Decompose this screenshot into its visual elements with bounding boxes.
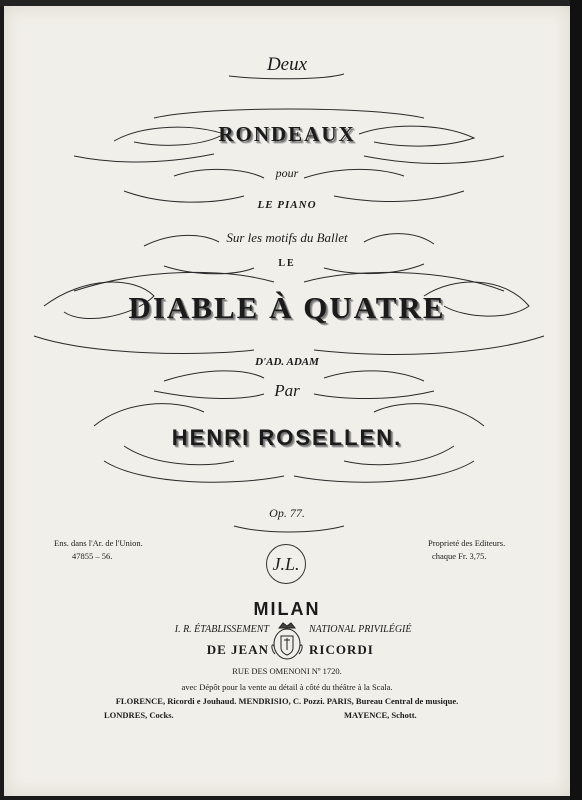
- publisher-address: RUE DES OMENONI Nº 1720.: [232, 666, 342, 676]
- plate-number: 47855 – 56.: [72, 551, 113, 561]
- title-deux: Deux: [266, 54, 308, 75]
- scan-border-right: [570, 0, 582, 800]
- agents-line-1: FLORENCE, Ricordi e Jouhaud. MENDRISIO, C. Pozzi. PARIS, Bureau Central de musique.: [115, 696, 459, 706]
- title-le: LE: [278, 258, 296, 269]
- title-page: [4, 6, 570, 796]
- establishment-left: I. R. ÉTABLISSEMENT: [174, 624, 269, 635]
- coat-of-arms-emblem: [269, 620, 305, 662]
- monogram-stamp: J.L.: [266, 544, 306, 584]
- agents-london: LONDRES, Cocks.: [104, 710, 174, 720]
- agents-mayence: MAYENCE, Schott.: [344, 710, 417, 720]
- title-le-piano: LE PIANO: [257, 199, 317, 211]
- composer-name: HENRI ROSELLEN.: [171, 425, 403, 450]
- title-par: Par: [274, 381, 300, 400]
- title-sur-les-motifs: Sur les motifs du Ballet: [226, 230, 348, 245]
- publisher-city: MILAN: [253, 599, 321, 619]
- price-note: chaque Fr. 3,75.: [432, 551, 487, 561]
- title-pour: pour: [275, 166, 299, 180]
- registration-note-line1: Ens. dans l'Ar. de l'Union.: [54, 538, 143, 548]
- publisher-name-right: RICORDI: [309, 642, 374, 657]
- publisher-name-left: DE JEAN: [206, 642, 269, 657]
- establishment-right: NATIONAL PRIVILÉGIÉ: [309, 624, 412, 635]
- title-ad-adam: D'AD. ADAM: [255, 356, 319, 368]
- opus-number: Op. 77.: [269, 506, 305, 520]
- property-note: Proprieté des Editeurs.: [428, 538, 506, 548]
- depot-note: avec Dépôt pour la vente au détail à côté du théâtre à la Scala.: [181, 682, 393, 692]
- title-diable-a-quatre: DIABLE À QUATRE: [128, 290, 446, 325]
- title-rondeaux: RONDEAUX: [218, 122, 356, 146]
